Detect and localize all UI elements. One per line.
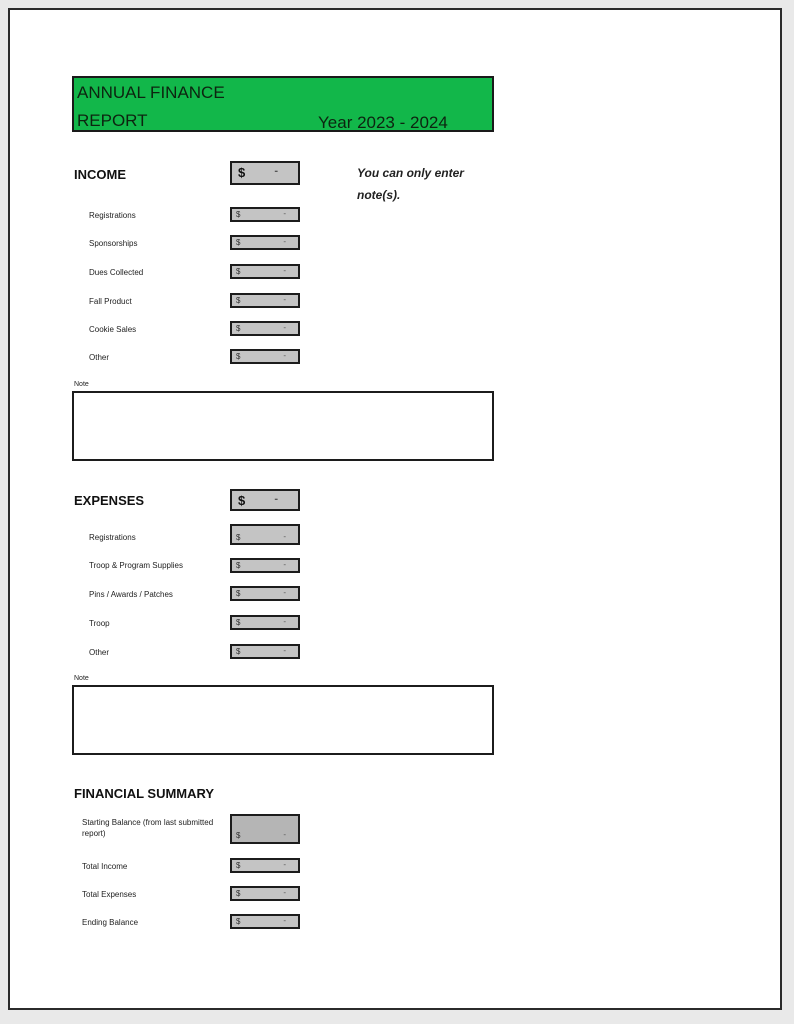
summary-total-income-field[interactable]: [230, 858, 300, 873]
currency-symbol: $: [236, 324, 241, 333]
field-value: -: [283, 916, 286, 925]
income-item-label: Other: [89, 353, 110, 362]
currency-symbol: $: [236, 917, 241, 926]
income-item-label: Dues Collected: [89, 268, 144, 277]
field-value: -: [283, 351, 286, 360]
field-value: -: [283, 588, 286, 597]
currency-symbol: $: [236, 210, 241, 219]
expenses-item-label: Registrations: [89, 533, 136, 542]
field-value: -: [283, 237, 286, 246]
expenses-title: EXPENSES: [74, 493, 145, 508]
expenses-registrations-field[interactable]: [230, 524, 300, 545]
currency-symbol: $: [236, 267, 241, 276]
expenses-troop-field[interactable]: [230, 615, 300, 630]
report-title-banner: [72, 76, 494, 132]
field-value: -: [283, 209, 286, 218]
expenses-note-input[interactable]: [72, 685, 494, 755]
currency-symbol: $: [236, 889, 241, 898]
income-note-input[interactable]: [72, 391, 494, 461]
summary-item-label: Ending Balance: [82, 918, 139, 927]
expenses-item-label: Other: [89, 648, 110, 657]
income-total-currency: $: [238, 165, 246, 180]
field-value: -: [283, 323, 286, 332]
field-value: -: [283, 560, 286, 569]
income-total-field[interactable]: [230, 161, 300, 185]
expenses-supplies-field[interactable]: [230, 558, 300, 573]
currency-symbol: $: [236, 352, 241, 361]
expenses-other-field[interactable]: [230, 644, 300, 659]
currency-symbol: $: [236, 831, 241, 840]
expenses-pins-field[interactable]: [230, 586, 300, 601]
income-other-field[interactable]: [230, 349, 300, 364]
currency-symbol: $: [236, 533, 241, 542]
field-value: -: [283, 617, 286, 626]
income-registrations-field[interactable]: [230, 207, 300, 222]
report-title-line2: REPORT: [77, 111, 148, 130]
income-item-label: Cookie Sales: [89, 325, 137, 334]
summary-title: FINANCIAL SUMMARY: [74, 786, 215, 801]
income-hint: You can only enter note(s).: [357, 166, 464, 202]
summary-starting-balance-field[interactable]: [230, 814, 300, 844]
field-value: -: [283, 860, 286, 869]
income-item-label: Sponsorships: [89, 239, 138, 248]
currency-symbol: $: [236, 861, 241, 870]
expenses-item-label: Troop: [89, 619, 110, 628]
field-value: -: [283, 295, 286, 304]
expenses-item-label: Pins / Awards / Patches: [89, 590, 173, 599]
field-value: -: [283, 266, 286, 275]
currency-symbol: $: [236, 238, 241, 247]
income-sponsorships-field[interactable]: [230, 235, 300, 250]
report-sheet: [8, 8, 782, 1010]
income-fall-product-field[interactable]: [230, 293, 300, 308]
income-item-label: Registrations: [89, 211, 136, 220]
field-value: -: [283, 532, 286, 541]
summary-ending-balance-field[interactable]: [230, 914, 300, 929]
field-value: -: [283, 646, 286, 655]
income-total-value: -: [274, 165, 278, 177]
income-dues-field[interactable]: [230, 264, 300, 279]
expenses-note-label: Note: [74, 675, 89, 682]
field-value: -: [283, 888, 286, 897]
income-note-label: Note: [74, 381, 89, 388]
currency-symbol: $: [236, 296, 241, 305]
summary-item-label: Total Expenses: [82, 890, 137, 899]
currency-symbol: $: [236, 618, 241, 627]
report-title-line1: ANNUAL FINANCE: [77, 83, 225, 102]
income-item-label: Fall Product: [89, 297, 132, 306]
currency-symbol: $: [236, 589, 241, 598]
currency-symbol: $: [236, 561, 241, 570]
report-year: Year 2023 - 2024: [318, 113, 448, 132]
income-title: INCOME: [74, 167, 126, 182]
summary-total-expenses-field[interactable]: [230, 886, 300, 901]
expenses-total-field[interactable]: [230, 489, 300, 511]
field-value: -: [283, 830, 286, 839]
currency-symbol: $: [236, 647, 241, 656]
summary-item-label: Starting Balance (from last submitted report): [82, 818, 214, 838]
income-cookie-sales-field[interactable]: [230, 321, 300, 336]
expenses-total-value: -: [274, 493, 278, 505]
expenses-total-currency: $: [238, 493, 246, 508]
summary-item-label: Total Income: [82, 862, 128, 871]
expenses-item-label: Troop & Program Supplies: [89, 561, 183, 570]
